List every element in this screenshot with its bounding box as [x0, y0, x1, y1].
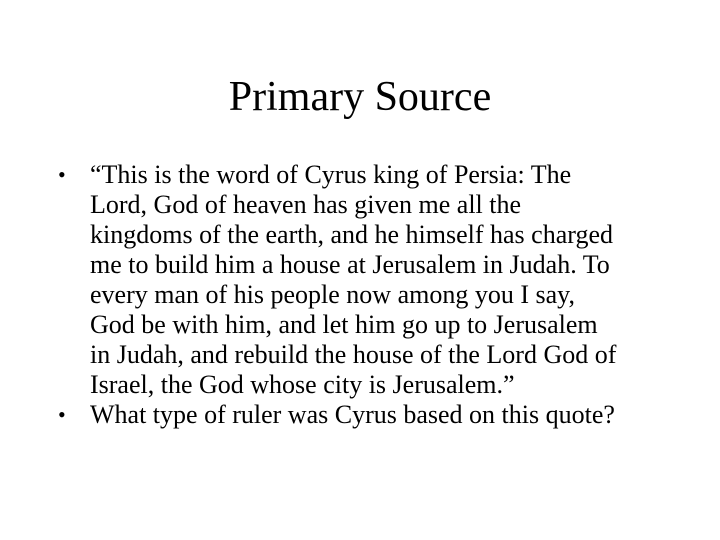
bullet-dot-icon: • [58, 162, 66, 187]
bullet-list [54, 160, 674, 430]
quote-line: every man of his people now among you I say, [90, 280, 575, 309]
bullet-quote [54, 160, 674, 400]
quote-line: me to build him a house at Jerusalem in Judah. To [90, 250, 610, 279]
slide-title: Primary Source [228, 74, 492, 120]
bullet-dot-icon: • [58, 402, 66, 427]
question-line: What type of ruler was Cyrus based on this quote? [90, 400, 615, 429]
quote-line: “This is the word of Cyrus king of Persia: The [90, 160, 572, 189]
quote-line: in Judah, and rebuild the house of the Lord God of [90, 340, 617, 369]
quote-line: Israel, the God whose city is Jerusalem.” [90, 370, 515, 399]
quote-line: kingdoms of the earth, and he himself has charged [90, 220, 613, 249]
bullet-question [54, 400, 674, 430]
quote-line: Lord, God of heaven has given me all the [90, 190, 522, 219]
quote-line: God be with him, and let him go up to Jerusalem [90, 310, 598, 339]
